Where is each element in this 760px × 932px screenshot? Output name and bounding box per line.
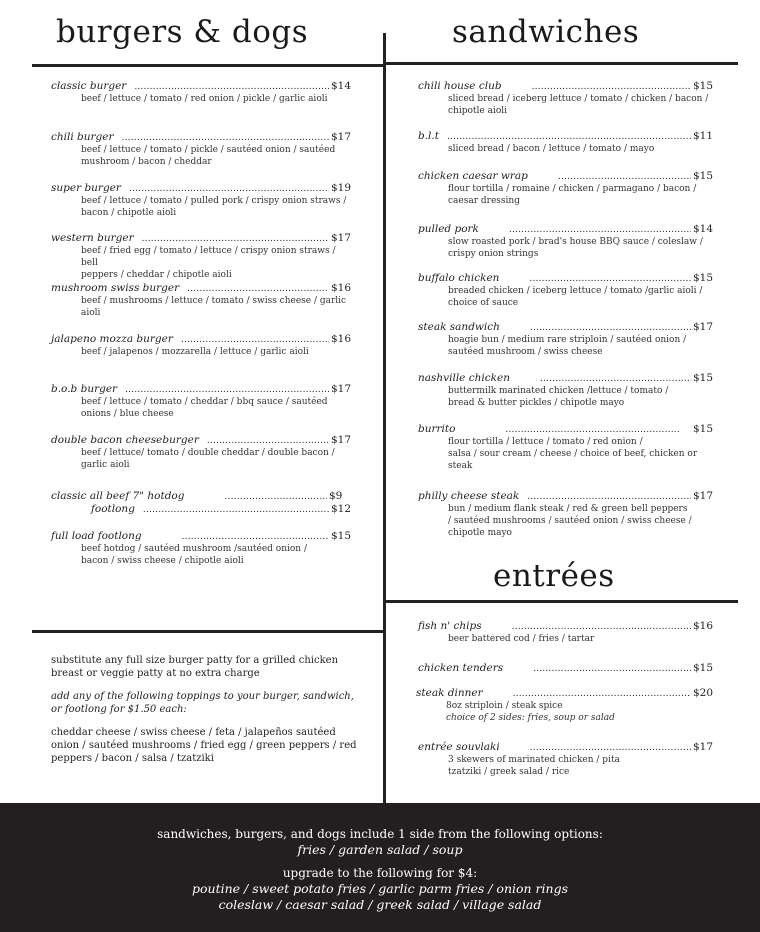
item-price: $16	[330, 282, 351, 294]
item-description: hoagie bun / medium rare striploin / sautéed onion /	[448, 335, 687, 345]
substitute-note: substitute any full size burger patty for a grilled chicken breast or veggie patty at no extra charge	[51, 655, 339, 679]
item-description: aioli	[81, 308, 101, 318]
item-name: classic burger	[51, 80, 127, 92]
item-description: onions / blue cheese	[81, 409, 174, 419]
item-description: bacon / chipotle aioli	[81, 208, 177, 218]
menu-item	[418, 321, 713, 358]
notes-rule	[32, 630, 385, 633]
item-name: double bacon cheeseburger	[51, 434, 199, 446]
menu-item	[51, 333, 351, 358]
sides-intro: sandwiches, burgers, and dogs include 1 side from the following options:	[157, 827, 603, 841]
menu-item	[51, 232, 351, 281]
item-price: $17	[330, 131, 351, 143]
item-description: beef / lettuce / tomato / pickle / sautéed onion / sautéed	[81, 145, 336, 155]
item-name: full load footlong	[51, 530, 142, 542]
item-description: beef / fried egg / tomato / lettuce / crispy onion straws / bell	[81, 246, 336, 268]
item-price: $15	[692, 372, 713, 384]
toppings-list: cheddar cheese / swiss cheese / feta / jalapeños sautéed onion / sautéed mushrooms / fried egg / green peppers / red peppers / bacon / salsa / tzatziki	[51, 727, 357, 764]
item-description: chipotle aioli	[448, 106, 507, 116]
item-description: beef / lettuce / tomato / red onion / pickle / garlic aioli	[81, 94, 328, 104]
item-price: $17	[692, 741, 713, 753]
item-price: $17	[330, 232, 351, 244]
item-price: $14	[330, 80, 351, 92]
item-name: b.l.t	[418, 130, 439, 142]
item-description: 3 skewers of marinated chicken / pita	[448, 755, 620, 765]
center-divider	[383, 33, 386, 803]
item-description: steak	[448, 461, 473, 471]
menu-item	[51, 282, 351, 319]
item-name: buffalo chicken	[418, 272, 500, 284]
menu-item	[51, 182, 351, 219]
item-description: crispy onion strings	[448, 249, 539, 259]
item-name: jalapeno mozza burger	[51, 333, 173, 345]
item-description: flour tortilla / romaine / chicken / parmagano / bacon /	[448, 184, 697, 194]
menu-item	[418, 490, 713, 539]
item-description: bread & butter pickles / chipotle mayo	[448, 398, 625, 408]
top-left-rule	[32, 64, 385, 67]
menu-item	[418, 80, 713, 117]
item-description: beef / lettuce/ tomato / double cheddar / double bacon /	[81, 448, 335, 458]
item-price: $14	[692, 223, 713, 235]
item-name: western burger	[51, 232, 134, 244]
menu-item	[51, 80, 351, 105]
item-price: $15	[692, 662, 713, 674]
item-description: bun / medium flank steak / red & green bell peppers	[448, 504, 688, 514]
item-sub-price: $12	[330, 503, 351, 515]
item-description: beef / mushrooms / lettuce / tomato / swiss cheese / garlic	[81, 296, 347, 306]
menu-item	[51, 383, 351, 420]
menu-item	[418, 223, 713, 260]
upgrade-intro: upgrade to the following for $4:	[282, 866, 478, 880]
item-price: $16	[330, 333, 351, 345]
item-name: fish n' chips	[418, 620, 482, 632]
menu-item	[418, 170, 713, 207]
menu-item	[418, 130, 713, 155]
item-description: salsa / sour cream / cheese / choice of beef, chicken or	[448, 449, 698, 459]
menu-item	[416, 687, 713, 724]
item-name: chicken tenders	[418, 662, 504, 674]
item-price: $16	[692, 620, 713, 632]
item-description: breaded chicken / iceberg lettuce / tomato /garlic aioli /	[448, 286, 703, 296]
item-price: $15	[692, 80, 713, 92]
item-description: beef / lettuce / tomato / pulled pork / crispy onion straws /	[81, 196, 347, 206]
toppings-intro: add any of the following toppings to your burger, sandwich, or footlong for $1.50 each:	[51, 691, 354, 715]
item-description: tzatziki / greek salad / rice	[448, 767, 570, 777]
item-description: beef hotdog / sautéed mushroom /sautéed onion /	[81, 544, 307, 554]
item-price: $15	[692, 170, 713, 182]
entrees-rule	[385, 600, 738, 603]
item-description: beef / jalapenos / mozzarella / lettuce / garlic aioli	[81, 347, 309, 357]
item-description: sliced bread / bacon / lettuce / tomato / mayo	[448, 144, 655, 154]
top-right-rule	[385, 62, 738, 65]
item-price: $15	[330, 530, 351, 542]
item-price: $17	[692, 490, 713, 502]
item-name: mushroom swiss burger	[51, 282, 180, 294]
item-description: sliced bread / iceberg lettuce / tomato / chicken / bacon /	[448, 94, 709, 104]
item-sides-note: choice of 2 sides: fries, soup or salad	[446, 713, 615, 723]
sides-options: fries / garden salad / soup	[297, 842, 463, 857]
item-description: beer battered cod / fries / tartar	[448, 634, 595, 644]
menu-item	[418, 372, 713, 409]
item-description: peppers / cheddar / chipotle aioli	[81, 270, 232, 280]
item-description: chipotle mayo	[448, 528, 512, 538]
item-description: bacon / swiss cheese / chipotle aioli	[81, 556, 244, 566]
sides-footer	[0, 803, 760, 932]
item-price: $17	[330, 434, 351, 446]
item-sub-name: footlong	[91, 503, 135, 515]
menu-item	[418, 423, 713, 472]
item-description: buttermilk marinated chicken /lettuce / tomato /	[448, 386, 669, 396]
menu-item	[51, 434, 351, 471]
menu-item	[418, 620, 713, 645]
item-price: $17	[330, 383, 351, 395]
item-name: steak dinner	[416, 687, 483, 699]
menu-item	[51, 490, 351, 516]
item-name: entrée souvlaki	[418, 741, 500, 753]
upgrade-options-2: coleslaw / caesar salad / greek salad / village salad	[218, 897, 542, 912]
item-price: $15	[692, 423, 713, 435]
item-name: steak sandwich	[418, 321, 500, 333]
item-name: b.o.b burger	[51, 383, 118, 395]
item-name: pulled pork	[418, 223, 479, 235]
item-description: beef / lettuce / tomato / cheddar / bbq sauce / sautéed	[81, 397, 328, 407]
entrees-heading: entrées	[493, 558, 615, 594]
item-description: caesar dressing	[448, 196, 520, 206]
item-name: philly cheese steak	[418, 490, 520, 502]
item-name: classic all beef 7" hotdog	[51, 490, 185, 502]
item-description: / sautéed mushrooms / sautéed onion / swiss cheese /	[448, 516, 692, 526]
item-name: chicken caesar wrap	[418, 170, 528, 182]
item-description: mushroom / bacon / cheddar	[81, 157, 212, 167]
item-name: chili burger	[51, 131, 114, 143]
burgers-heading: burgers & dogs	[56, 14, 309, 50]
item-description: choice of sauce	[448, 298, 519, 308]
menu-item	[51, 131, 351, 168]
item-price: $20	[692, 687, 713, 699]
item-price: $17	[692, 321, 713, 333]
item-price: $9	[329, 490, 343, 502]
item-name: nashville chicken	[418, 372, 510, 384]
item-name: burrito	[418, 423, 456, 435]
item-name: super burger	[51, 182, 121, 194]
item-price: $15	[692, 272, 713, 284]
upgrade-options-1: poutine / sweet potato fries / garlic parm fries / onion rings	[192, 881, 568, 896]
menu-item	[418, 272, 713, 309]
sandwiches-heading: sandwiches	[452, 14, 640, 50]
menu-item	[51, 530, 351, 567]
item-price: $11	[692, 130, 713, 142]
item-price: $19	[330, 182, 351, 194]
item-description: 8oz striploin / steak spice	[446, 701, 563, 711]
item-description: sautéed mushroom / swiss cheese	[448, 347, 603, 357]
item-description: flour tortilla / lettuce / tomato / red onion /	[448, 437, 643, 447]
notes	[51, 654, 366, 775]
item-description: garlic aioli	[81, 460, 130, 470]
menu-item	[418, 662, 713, 675]
item-name: chili house club	[418, 80, 502, 92]
item-description: slow roasted pork / brad's house BBQ sauce / coleslaw /	[448, 237, 703, 247]
menu-item	[418, 741, 713, 778]
